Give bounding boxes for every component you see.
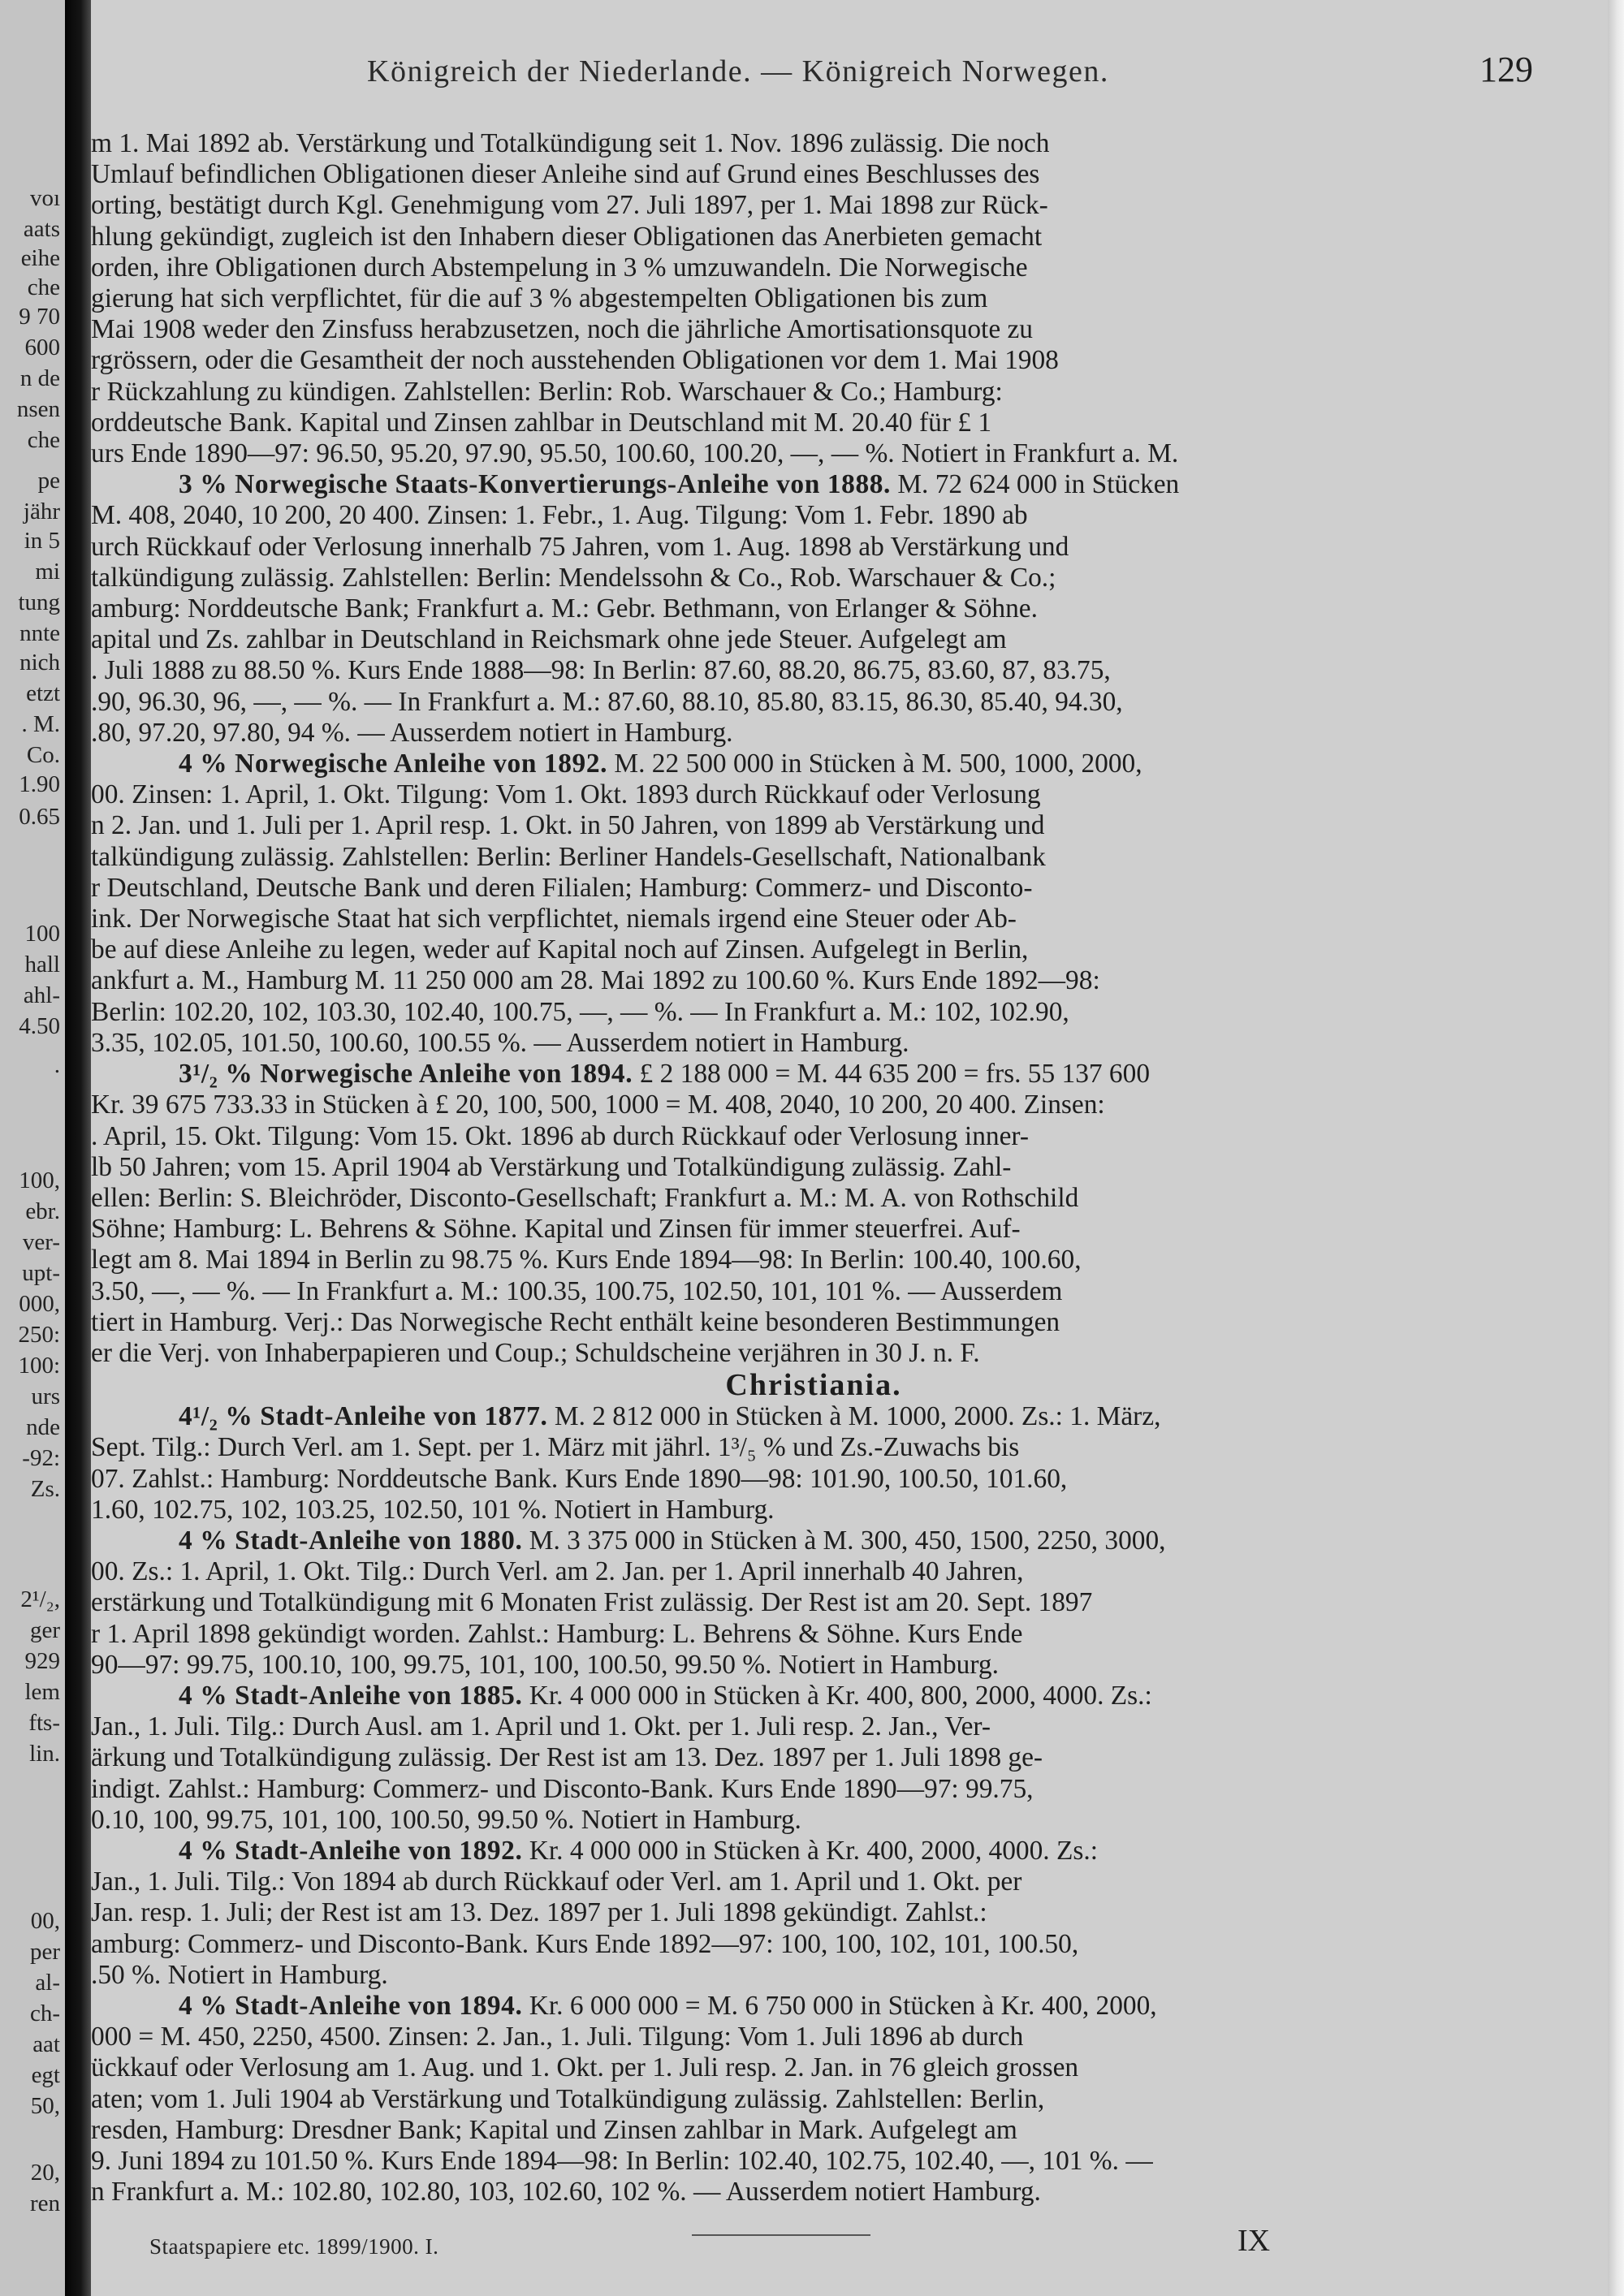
facing-page-fragment: per: [29, 1939, 60, 1965]
running-title: Königreich der Niederlande. — Königreich Norwegen.: [367, 54, 1109, 88]
facing-page-fragment: 1.90: [19, 771, 60, 797]
bond-title: 4 % Norwegische Anleihe von 1892.: [179, 749, 608, 779]
text-line: 00. Zs.: 1. April, 1. Okt. Tilg.: Durch Verl. am 2. Jan. per 1. April innerhalb 40 Jahren,: [91, 1556, 1024, 1587]
text-line: amburg: Commerz- und Disconto-Bank. Kurs Ende 1892—97: 100, 100, 102, 101, 100.50,: [91, 1928, 1079, 1959]
text-line: er die Verj. von Inhaberpapieren und Coup.; Schuldscheine verjähren in 30 J. n. F.: [91, 1337, 980, 1368]
facing-page-edge: [0, 0, 65, 2296]
facing-page-fragment: nnte: [19, 620, 60, 646]
text-line: Umlauf befindlichen Obligationen dieser Anleihe sind auf Grund eines Beschlusses des: [91, 159, 1040, 190]
bond-entry-header: [91, 1991, 1536, 2022]
bond-title: 4¹/₂ % Stadt-Anleihe von 1877.: [179, 1401, 548, 1432]
facing-page-fragment: aat: [32, 2031, 60, 2057]
facing-page-fragment: ebr.: [25, 1198, 60, 1224]
text-line: Kr. 6 000 000 = M. 6 750 000 in Stücken à Kr. 400, 2000,: [529, 1990, 1157, 2021]
facing-page-fragment: al-: [35, 1970, 60, 1996]
facing-page-fragment: nsen: [16, 396, 60, 422]
facing-page-fragment: pe: [37, 468, 60, 494]
facing-page-fragment: . M.: [21, 711, 60, 737]
bond-title: 3 % Norwegische Staats-Konvertierungs-Anleihe von 1888.: [179, 469, 891, 500]
text-line: .50 %. Notiert in Hamburg.: [91, 1959, 388, 1990]
text-line: Kr. 4 000 000 in Stücken à Kr. 400, 800, 2000, 4000. Zs.:: [529, 1680, 1152, 1711]
bond-title: 3¹/₂ % Norwegische Anleihe von 1894.: [179, 1059, 633, 1090]
text-line: r 1. April 1898 gekündigt worden. Zahlst.: Hamburg: L. Behrens & Söhne. Kurs Ende: [91, 1618, 1023, 1649]
text-line: tiert in Hamburg. Verj.: Das Norwegische Recht enthält keine besonderen Bestimmungen: [91, 1306, 1060, 1337]
text-line: Kr. 4 000 000 in Stücken à Kr. 400, 2000, 4000. Zs.:: [529, 1835, 1099, 1866]
text-line: 3.35, 102.05, 101.50, 100.60, 100.55 %. — Ausserdem notiert in Hamburg.: [91, 1027, 909, 1058]
bond-entry-header: [91, 1681, 1536, 1711]
text-line: resden, Hamburg: Dresdner Bank; Kapital und Zinsen zahlbar in Mark. Aufgelegt am: [91, 2114, 1017, 2145]
facing-page-fragment: 600: [24, 334, 60, 360]
text-line: Mai 1908 weder den Zinsfuss herabzusetzen, noch die jährliche Amortisationsquote zu: [91, 314, 1033, 345]
bond-entry-header: [91, 1836, 1536, 1867]
text-line: talkündigung zulässig. Zahlstellen: Berlin: Berliner Handels-Gesellschaft, Nationalbank: [91, 841, 1046, 872]
facing-page-fragment: 50,: [30, 2093, 60, 2119]
text-line: Kr. 39 675 733.33 in Stücken à £ 20, 100, 500, 1000 = M. 408, 2040, 10 200, 20 400. Zinsen:: [91, 1090, 1105, 1120]
text-line: be auf diese Anleihe zu legen, weder auf Kapital noch auf Zinsen. Aufgelegt in Berlin,: [91, 934, 1029, 965]
bond-entry-header: [91, 469, 1536, 500]
facing-page-fragment: 929: [24, 1648, 60, 1674]
facing-page-fragment: Zs.: [30, 1476, 60, 1502]
facing-page-fragment: nde: [26, 1414, 60, 1440]
facing-page-fragment: che: [27, 427, 60, 453]
text-line: orden, ihre Obligationen durch Abstempelung in 3 % umzuwandeln. Die Norwegische: [91, 252, 1028, 283]
page-right-edge: [1608, 0, 1624, 2296]
text-line: lb 50 Jahren; vom 15. April 1904 ab Verstärkung und Totalkündigung zulässig. Zahl-: [91, 1151, 1012, 1182]
text-line: Jan., 1. Juli. Tilg.: Von 1894 ab durch Rückkauf oder Verl. am 1. April und 1. Okt. per: [91, 1867, 1022, 1897]
facing-page-fragment: ver-: [22, 1229, 60, 1255]
facing-page-fragment: -92:: [22, 1445, 60, 1471]
facing-page-fragment: etzt: [26, 680, 60, 706]
text-line: M. 2 812 000 in Stücken à M. 1000, 2000. Zs.: 1. März,: [554, 1401, 1161, 1432]
text-line: Berlin: 102.20, 102, 103.30, 102.40, 100.75, —, — %. — In Frankfurt a. M.: 102, 102.90,: [91, 996, 1069, 1027]
facing-page-fragment: 4.50: [19, 1013, 60, 1039]
text-line: erstärkung und Totalkündigung mit 6 Monaten Frist zulässig. Der Rest ist am 20. Sept. 1897: [91, 1587, 1093, 1618]
text-line: legt am 8. Mai 1894 in Berlin zu 98.75 %. Kurs Ende 1894—98: In Berlin: 100.40, 100.60,: [91, 1245, 1082, 1275]
text-line: n Frankfurt a. M.: 102.80, 102.80, 103, 102.60, 102 %. — Ausserdem notiert Hamburg.: [91, 2177, 1041, 2208]
facing-page-fragment: tung: [18, 589, 60, 615]
text-line: 3.50, —, — %. — In Frankfurt a. M.: 100.35, 100.75, 102.50, 101, 101 %. — Ausserdem: [91, 1275, 1063, 1306]
facing-page-fragment: nich: [19, 650, 60, 675]
text-line: indigt. Zahlst.: Hamburg: Commerz- und Disconto-Bank. Kurs Ende 1890—97: 99.75,: [91, 1773, 1034, 1804]
facing-page-fragment: Co.: [26, 742, 60, 768]
section-heading: Christiania.: [725, 1368, 902, 1403]
text-line: .90, 96.30, 96, —, — %. — In Frankfurt a. M.: 87.60, 88.10, 85.80, 83.15, 86.30, 85.40, 94.30,: [91, 686, 1123, 717]
text-line: ärkung und Totalkündigung zulässig. Der Rest ist am 13. Dez. 1897 per 1. Juli 1898 ge-: [91, 1742, 1043, 1773]
facing-page-fragment: in 5: [24, 528, 60, 554]
text-line: orting, bestätigt durch Kgl. Genehmigung vom 27. Juli 1897, per 1. Mai 1898 zur Rück-: [91, 190, 1048, 221]
bond-entry-header: [91, 1401, 1536, 1432]
bond-title: 4 % Stadt-Anleihe von 1894.: [179, 1990, 523, 2021]
text-line: 0.10, 100, 99.75, 101, 100, 100.50, 99.50 %. Notiert in Hamburg.: [91, 1804, 801, 1835]
bond-entry-header: [91, 1526, 1536, 1556]
text-line: Jan. resp. 1. Juli; der Rest ist am 13. Dez. 1897 per 1. Juli 1898 gekündigt. Zahlst.:: [91, 1897, 987, 1928]
text-line: ink. Der Norwegische Staat hat sich verpflichtet, niemals irgend eine Steuer oder Ab-: [91, 904, 1017, 934]
facing-page-fragment: 2¹/₂,: [20, 1586, 60, 1612]
facing-page-fragment: ch-: [29, 2000, 60, 2026]
footer-rule: [692, 2234, 870, 2236]
facing-page-fragment: jähr: [23, 498, 60, 524]
facing-page-fragment: 9 70: [19, 304, 60, 330]
text-line: aten; vom 1. Juli 1904 ab Verstärkung und Totalkündigung zulässig. Zahlstellen: Berlin,: [91, 2083, 1045, 2114]
text-line: 9. Juni 1894 zu 101.50 %. Kurs Ende 1894—98: In Berlin: 102.40, 102.75, 102.40, —, 101 %. —: [91, 2146, 1153, 2176]
text-line: m 1. Mai 1892 ab. Verstärkung und Totalkündigung seit 1. Nov. 1896 zulässig. Die noch: [91, 128, 1050, 158]
facing-page-fragment: lin.: [29, 1741, 60, 1767]
text-line: hlung gekündigt, zugleich ist den Inhabern dieser Obligationen das Anerbieten gemacht: [91, 221, 1043, 252]
facing-page-fragment: 20,: [30, 2160, 60, 2186]
text-line: Sept. Tilg.: Durch Verl. am 1. Sept. per 1. März mit jährl. 1³/₅ % und Zs.-Zuwachs bis: [91, 1432, 1020, 1463]
signature-mark: IX: [1237, 2224, 1271, 2258]
facing-page-fragment: 100: [24, 921, 60, 947]
text-line: Söhne; Hamburg: L. Behrens & Söhne. Kapital und Zinsen für immer steuerfrei. Auf-: [91, 1214, 1021, 1245]
facing-page-fragment: fts-: [28, 1710, 60, 1736]
text-line: 00. Zinsen: 1. April, 1. Okt. Tilgung: Vom 1. Okt. 1893 durch Rückkauf oder Verlosung: [91, 779, 1041, 810]
facing-page-fragment: 00,: [30, 1908, 60, 1934]
text-line: urs Ende 1890—97: 96.50, 95.20, 97.90, 95.50, 100.60, 100.20, —, — %. Notiert in Frankfurt a. M.: [91, 438, 1179, 469]
facing-page-fragment: 0.65: [19, 804, 60, 830]
facing-page-fragment: ahl-: [23, 982, 60, 1008]
facing-page-fragment: .: [54, 1052, 60, 1078]
facing-page-fragment: 250:: [18, 1322, 60, 1348]
text-line: n 2. Jan. und 1. Juli per 1. April resp. 1. Okt. in 50 Jahren, von 1899 ab Verstärkung und: [91, 810, 1045, 841]
text-line: ellen: Berlin: S. Bleichröder, Disconto-Gesellschaft; Frankfurt a. M.: M. A. von Rothschild: [91, 1182, 1079, 1213]
text-line: r Deutschland, Deutsche Bank und deren Filialen; Hamburg: Commerz- und Disconto-: [91, 872, 1033, 903]
text-line: £ 2 188 000 = M. 44 635 200 = frs. 55 137 600: [639, 1059, 1151, 1090]
book-page: [91, 0, 1608, 2296]
bond-entry-header: [91, 749, 1536, 779]
text-line: M. 3 375 000 in Stücken à M. 300, 450, 1500, 2250, 3000,: [529, 1525, 1166, 1556]
bond-title: 4 % Stadt-Anleihe von 1892.: [179, 1835, 523, 1866]
bond-title: 4 % Stadt-Anleihe von 1880.: [179, 1525, 523, 1556]
page-header: [91, 49, 1608, 97]
footer-title: Staatspapiere etc. 1899/1900. I.: [149, 2234, 439, 2259]
text-line: orddeutsche Bank. Kapital und Zinsen zahlbar in Deutschland mit M. 20.40 für £ 1: [91, 407, 992, 438]
book-gutter: [65, 0, 91, 2296]
facing-page-fragment: ren: [29, 2190, 60, 2216]
text-line: rgrössern, oder die Gesamtheit der noch ausstehenden Obligationen vor dem 1. Mai 1908: [91, 345, 1059, 376]
text-line: . Juli 1888 zu 88.50 %. Kurs Ende 1888—98: In Berlin: 87.60, 88.20, 86.75, 83.60, 87, 83.75,: [91, 655, 1111, 686]
facing-page-fragment: mi: [35, 559, 60, 585]
page-body: [91, 128, 1536, 2208]
facing-page-fragment: che: [27, 274, 60, 300]
facing-page-fragment: voı: [29, 185, 60, 211]
text-line: gierung hat sich verpflichtet, für die auf 3 % abgestempelten Obligationen bis zum: [91, 283, 988, 314]
text-line: talkündigung zulässig. Zahlstellen: Berlin: Mendelssohn & Co., Rob. Warschauer & Co.;: [91, 562, 1056, 593]
facing-page-fragment: hall: [24, 952, 60, 978]
page-footer: [91, 2223, 1608, 2272]
facing-page-fragment: eihe: [20, 245, 60, 271]
text-line: 07. Zahlst.: Hamburg: Norddeutsche Bank. Kurs Ende 1890—98: 101.90, 100.50, 101.60,: [91, 1463, 1068, 1494]
facing-page-fragment: 100:: [18, 1353, 60, 1379]
text-line: . April, 15. Okt. Tilgung: Vom 15. Okt. 1896 ab durch Rückkauf oder Verlosung inner-: [91, 1120, 1029, 1151]
text-line: ankfurt a. M., Hamburg M. 11 250 000 am 28. Mai 1892 zu 100.60 %. Kurs Ende 1892—98:: [91, 965, 1100, 996]
facing-page-fragment: lem: [24, 1679, 60, 1705]
facing-page-fragment: egt: [31, 2062, 60, 2088]
text-line: amburg: Norddeutsche Bank; Frankfurt a. M.: Gebr. Bethmann, von Erlanger & Söhne.: [91, 593, 1038, 624]
page-number: 129: [1479, 50, 1533, 89]
facing-page-fragment: aats: [23, 216, 60, 242]
text-line: urch Rückkauf oder Verlosung innerhalb 75 Jahren, vom 1. Aug. 1898 ab Verstärkung und: [91, 531, 1069, 562]
text-line: 90—97: 99.75, 100.10, 100, 99.75, 101, 100, 100.50, 99.50 %. Notiert in Hamburg.: [91, 1649, 999, 1680]
text-line: 1.60, 102.75, 102, 103.25, 102.50, 101 %. Notiert in Hamburg.: [91, 1494, 775, 1525]
facing-page-fragment: upt-: [22, 1260, 60, 1286]
bond-entry-header: [91, 1059, 1536, 1090]
text-line: M. 408, 2040, 10 200, 20 400. Zinsen: 1. Febr., 1. Aug. Tilgung: Vom 1. Febr. 1890 ab: [91, 500, 1028, 531]
facing-page-fragment: 000,: [19, 1291, 60, 1317]
text-line: r Rückzahlung zu kündigen. Zahlstellen: Berlin: Rob. Warschauer & Co.; Hamburg:: [91, 376, 1003, 407]
facing-page-fragment: 100,: [19, 1167, 60, 1193]
facing-page-fragment: n de: [19, 365, 60, 391]
text-line: .80, 97.20, 97.80, 94 %. — Ausserdem notiert in Hamburg.: [91, 717, 733, 748]
facing-page-fragment: ger: [29, 1617, 60, 1643]
text-line: 000 = M. 450, 2250, 4500. Zinsen: 2. Jan., 1. Juli. Tilgung: Vom 1. Juli 1896 ab durch: [91, 2022, 1024, 2052]
text-line: ückkauf oder Verlosung am 1. Aug. und 1. Okt. per 1. Juli resp. 2. Jan. in 76 gleich grossen: [91, 2052, 1079, 2083]
text-line: M. 72 624 000 in Stücken: [897, 469, 1180, 500]
text-line: Jan., 1. Juli. Tilg.: Durch Ausl. am 1. April und 1. Okt. per 1. Juli resp. 2. Jan., Ver-: [91, 1711, 991, 1742]
text-line: M. 22 500 000 in Stücken à M. 500, 1000, 2000,: [614, 749, 1142, 779]
text-line: apital und Zs. zahlbar in Deutschland in Reichsmark ohne jede Steuer. Aufgelegt am: [91, 624, 1007, 655]
facing-page-fragment: urs: [31, 1383, 60, 1409]
bond-title: 4 % Stadt-Anleihe von 1885.: [179, 1680, 523, 1711]
